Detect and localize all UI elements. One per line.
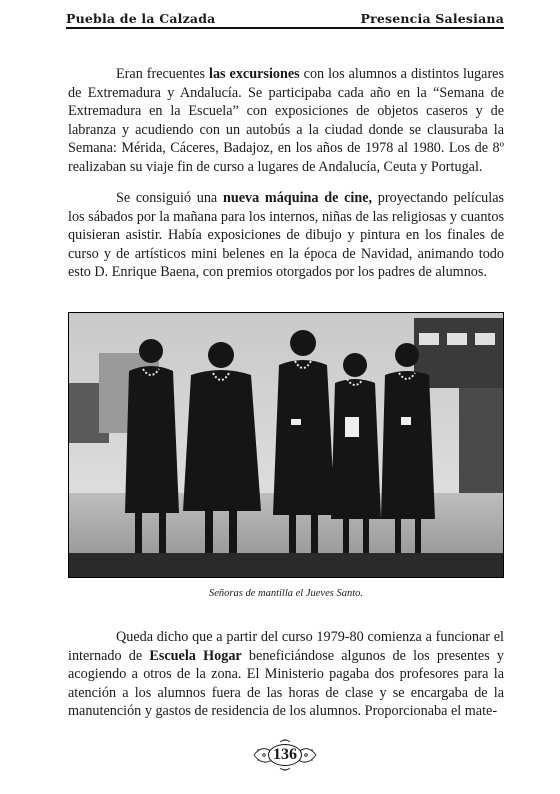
bold-text-segment: Escuela Hogar	[149, 647, 242, 664]
photo-caption: Señoras de mantilla el Jueves Santo.	[209, 588, 363, 599]
page-number-ornament	[250, 738, 320, 772]
text-segment: beneficiándose algunos de los presentes y acogiendo a otros de la zona. El Ministerio pagaba dos profesores para la atención a los alumnos fuera de las horas de clase y se encargaba de la manutención y gastos de residencia de los alumnos. Proporcionaba el mate-	[68, 647, 504, 720]
text-segment: Queda dicho que a partir del curso 1979-80 comienza a funcionar el internado de	[68, 629, 504, 664]
header-left-title: Puebla de la Calzada	[66, 11, 216, 26]
header-right-title: Presencia Salesiana	[360, 11, 504, 26]
bold-text-segment: las excursiones	[209, 66, 300, 82]
historical-photo	[68, 312, 504, 578]
paragraph-escuela-hogar	[68, 628, 504, 721]
running-header	[66, 6, 504, 26]
bold-text-segment: nueva máquina de cine,	[222, 190, 373, 206]
page-number: 136	[268, 744, 302, 766]
header-rule	[66, 27, 504, 29]
text-segment: con los alumnos a distintos lugares de Extremadura y Andalucía. Se participaba cada año en la “Semana de Extremadura en la Escuela” con exposiciones de objetos caseros y de labranza y acudiendo con un autobús a la ciudad donde se clausuraba la Semana: Mérida, Cáceres, Badajoz, en los años de 1978 al 1980. Los de 8º realizaban su viaje fin de curso a lugares de Andalucía, Ceuta y Portugal.	[68, 66, 504, 175]
paragraph-maquina-cine	[68, 189, 504, 282]
text-segment: Eran frecuentes	[116, 66, 210, 82]
text-segment: proyectando películas los sábados por la mañana para los internos, niñas de las religiosas y cuantos quisieran asistir. Había exposiciones de dibujo y pintura en los finales de curso y de artísticos mini belenes en la época de Navidad, animando todo esto D. Enrique Baena, con premios otorgados por los padres de alumnos.	[68, 190, 505, 281]
paragraph-excursiones	[68, 65, 504, 177]
text-segment: Se consiguió una	[116, 190, 223, 206]
